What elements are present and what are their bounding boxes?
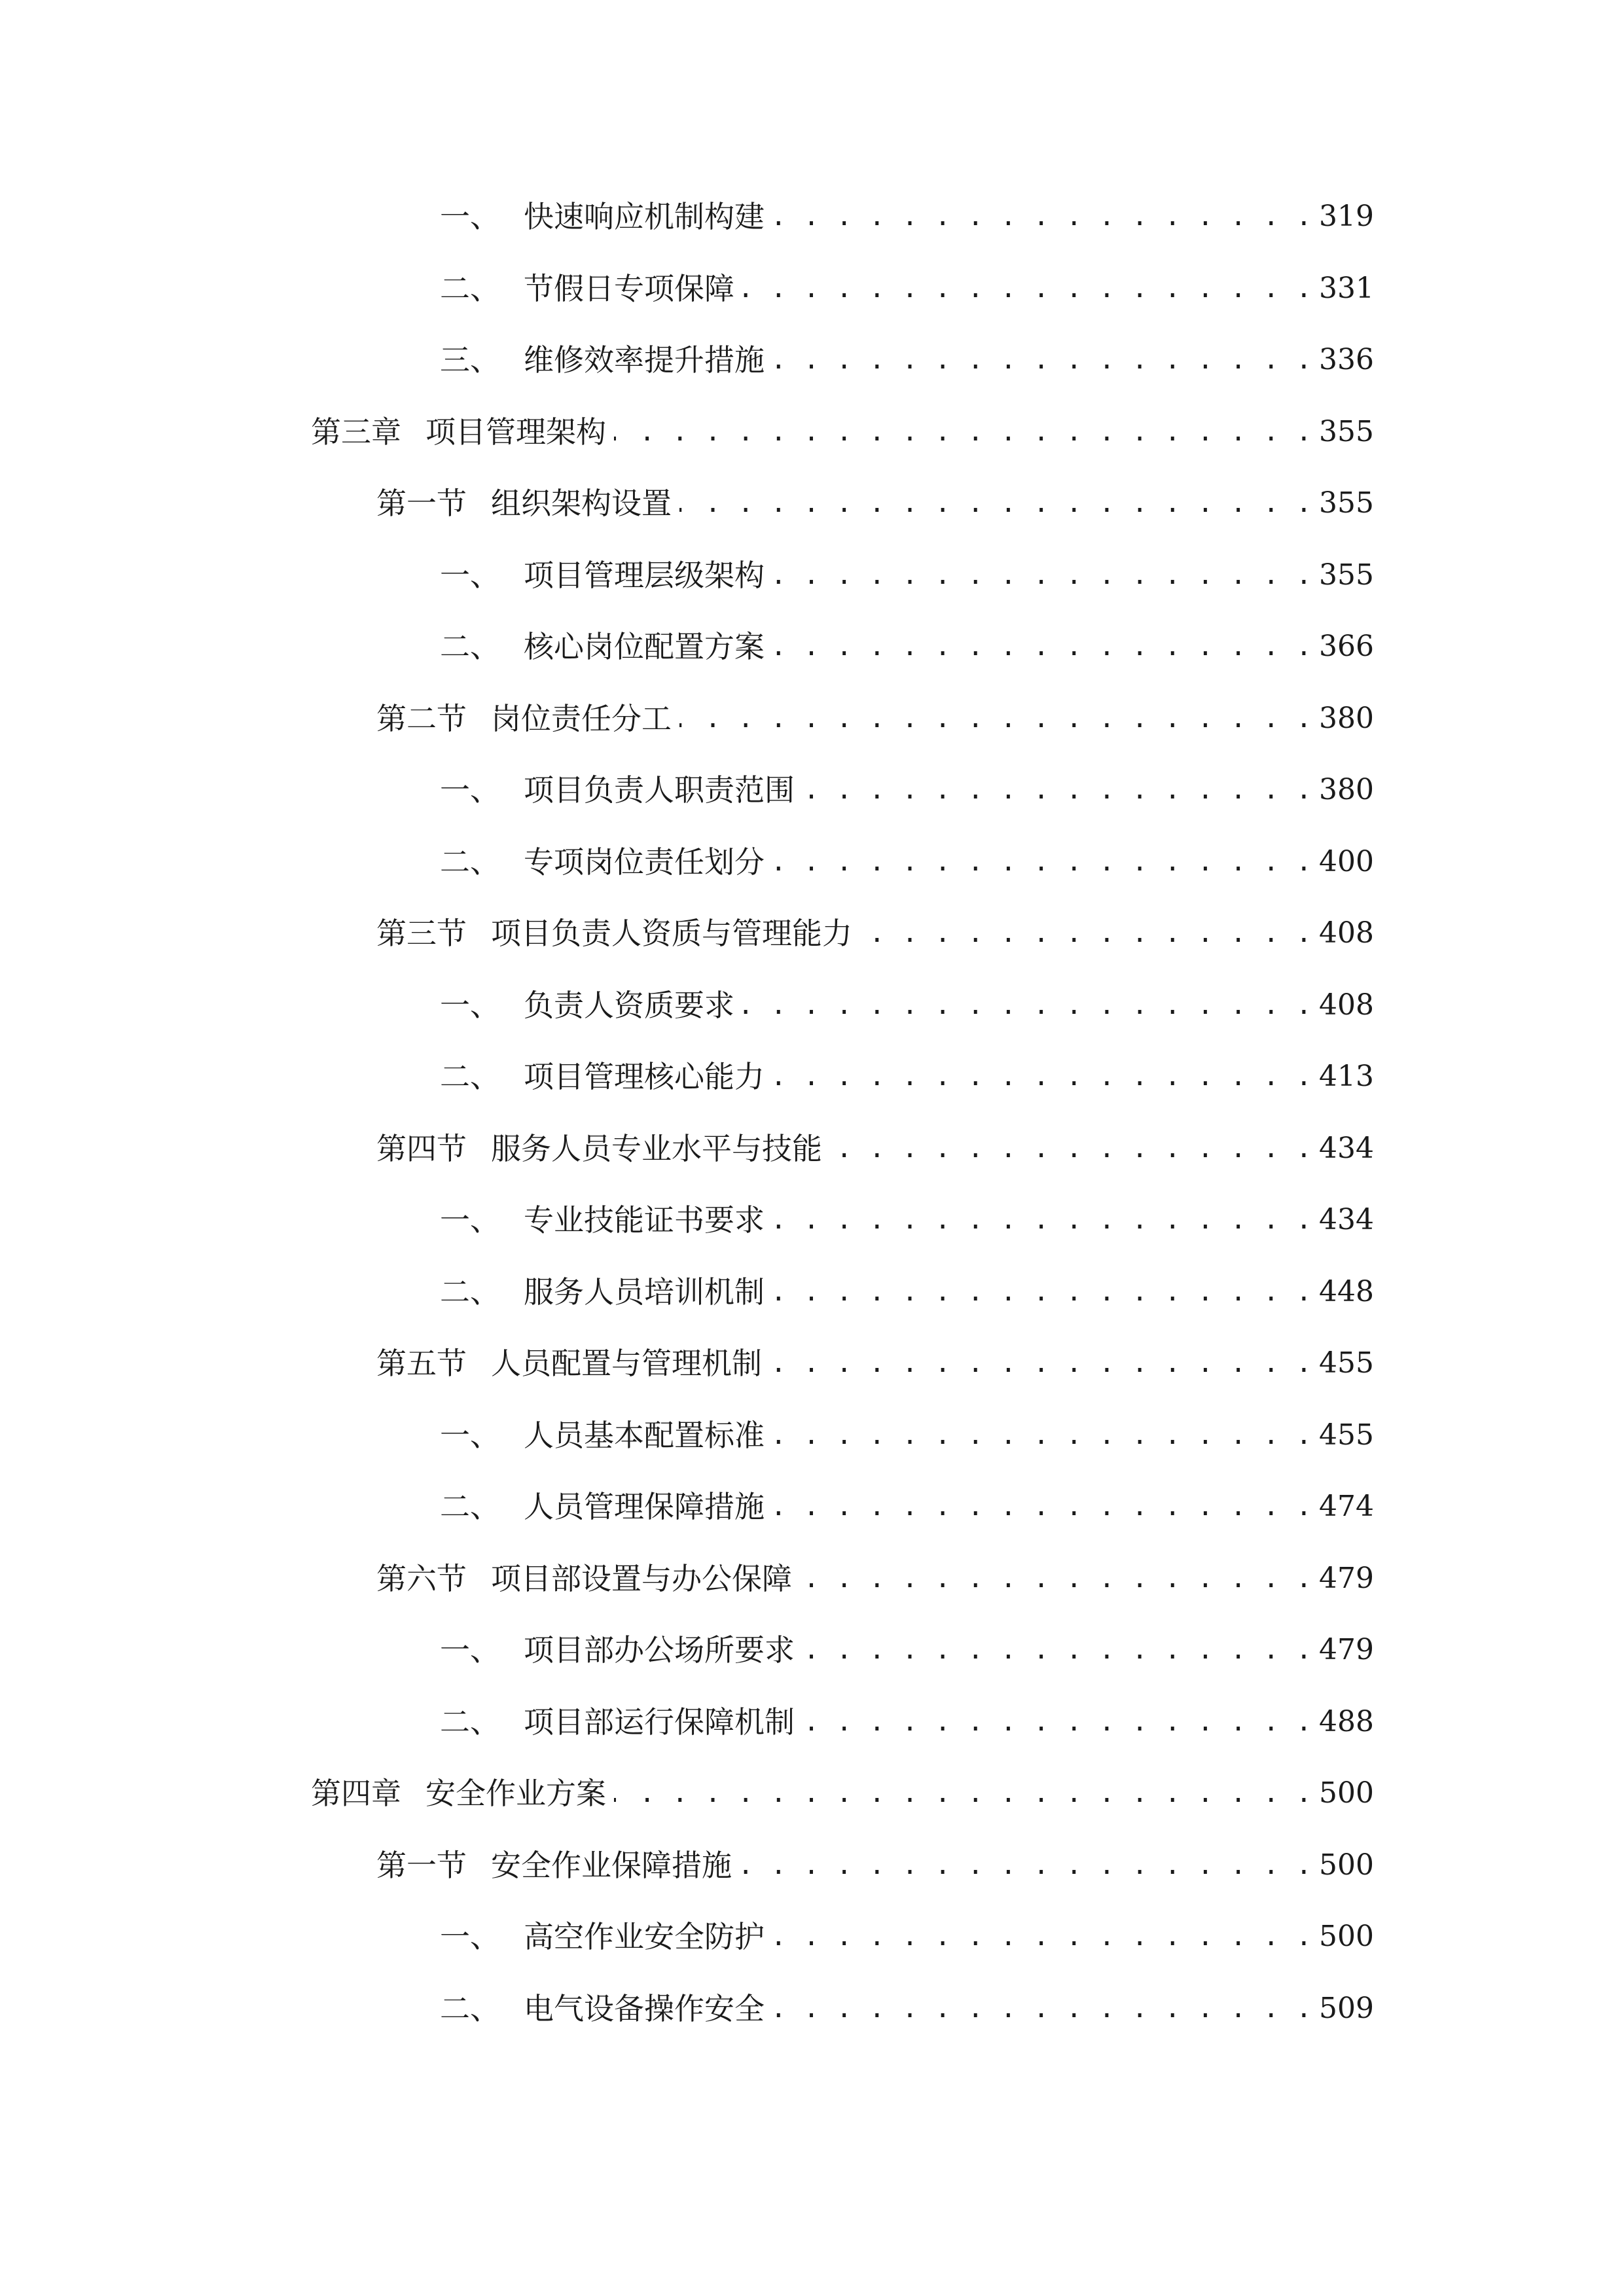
- toc-dot-leader: [679, 692, 1312, 745]
- toc-entry-title: 岗位责任分工: [491, 701, 672, 736]
- toc-entry[interactable]: [376, 1839, 1374, 1892]
- toc-entry-title: 服务人员专业水平与技能: [491, 1131, 822, 1166]
- toc-entry-title: 维修效率提升措施: [524, 342, 765, 378]
- toc-entry-title: 专项岗位责任划分: [524, 844, 765, 880]
- toc-dot-leader: [614, 406, 1312, 458]
- toc-entry-number: 第一节: [376, 1848, 467, 1883]
- toc-entry[interactable]: [440, 549, 1374, 601]
- toc-entry[interactable]: [440, 1624, 1374, 1676]
- toc-entry-number: 二、: [440, 1489, 500, 1524]
- toc-entry-page-number: 455: [1319, 1418, 1374, 1452]
- toc-entry-number: 二、: [440, 629, 500, 664]
- toc-entry[interactable]: [376, 907, 1374, 960]
- toc-dot-leader: [772, 1050, 1312, 1103]
- toc-dot-leader: [860, 907, 1312, 960]
- toc-dot-leader: [772, 190, 1312, 243]
- toc-entry-number: 一、: [440, 1919, 500, 1954]
- toc-entry-number: 第四章: [311, 1776, 401, 1811]
- toc-entry-number: 第三节: [376, 916, 467, 951]
- toc-entry-title: 快速响应机制构建: [524, 199, 765, 234]
- toc-entry-number: 第四节: [376, 1131, 467, 1166]
- toc-entry[interactable]: [440, 1050, 1374, 1103]
- toc-entry-page-number: 408: [1319, 916, 1374, 950]
- toc-entry-page-number: 488: [1319, 1705, 1374, 1738]
- toc-dot-leader: [772, 334, 1312, 386]
- toc-entry-number: 二、: [440, 271, 500, 306]
- toc-entry[interactable]: [376, 1337, 1374, 1390]
- toc-entry-title: 组织架构设置: [491, 486, 672, 521]
- toc-entry[interactable]: [440, 620, 1374, 673]
- toc-dot-leader: [740, 1839, 1312, 1892]
- toc-entry[interactable]: [440, 1480, 1374, 1533]
- toc-entry-number: 二、: [440, 1704, 500, 1740]
- toc-entry-number: 二、: [440, 844, 500, 880]
- toc-entry-page-number: 408: [1319, 988, 1374, 1022]
- toc-entry[interactable]: [440, 836, 1374, 888]
- toc-dot-leader: [772, 836, 1312, 888]
- toc-entry[interactable]: [440, 764, 1374, 816]
- toc-entry-title: 人员管理保障措施: [524, 1489, 765, 1524]
- toc-entry-title: 项目管理核心能力: [524, 1059, 765, 1094]
- toc-entry[interactable]: [440, 1409, 1374, 1462]
- toc-entry-number: 一、: [440, 558, 500, 593]
- toc-dot-leader: [772, 549, 1312, 601]
- toc-dot-leader: [742, 979, 1312, 1031]
- toc-entry-title: 人员配置与管理机制: [491, 1346, 762, 1381]
- toc-entry-title: 项目部设置与办公保障: [491, 1561, 792, 1596]
- toc-entry-title: 高空作业安全防护: [524, 1919, 765, 1954]
- toc-dot-leader: [830, 1122, 1312, 1175]
- toc-entry-title: 项目管理层级架构: [524, 558, 765, 593]
- toc-entry-number: 第六节: [376, 1561, 467, 1596]
- toc-entry-number: 一、: [440, 988, 500, 1023]
- toc-entry-number: 一、: [440, 1418, 500, 1453]
- toc-entry-title: 负责人资质要求: [524, 988, 734, 1023]
- toc-entry-number: 第五节: [376, 1346, 467, 1381]
- toc-entry-title: 专业技能证书要求: [524, 1202, 765, 1238]
- toc-entry[interactable]: [376, 477, 1374, 529]
- toc-entry-page-number: 355: [1319, 486, 1374, 520]
- toc-dot-leader: [772, 1982, 1312, 2035]
- toc-entry[interactable]: [440, 1982, 1374, 2035]
- toc-entry-number: 一、: [440, 772, 500, 808]
- toc-entry-number: 二、: [440, 1274, 500, 1310]
- toc-entry[interactable]: [311, 406, 1374, 458]
- toc-entry-page-number: 479: [1319, 1633, 1374, 1666]
- toc-entry-number: 第二节: [376, 701, 467, 736]
- toc-dot-leader: [803, 1624, 1312, 1676]
- toc-dot-leader: [800, 1552, 1312, 1605]
- toc-entry-page-number: 474: [1319, 1490, 1374, 1523]
- toc-dot-leader: [803, 1696, 1312, 1748]
- toc-entry-page-number: 434: [1319, 1132, 1374, 1165]
- toc-entry-title: 项目部办公场所要求: [524, 1632, 795, 1668]
- toc-entry-page-number: 448: [1319, 1275, 1374, 1308]
- toc-entry[interactable]: [440, 262, 1374, 315]
- toc-entry-title: 电气设备操作安全: [524, 1991, 765, 2026]
- toc-entry-number: 一、: [440, 1632, 500, 1668]
- toc-entry[interactable]: [376, 1552, 1374, 1605]
- toc-entry-page-number: 500: [1319, 1848, 1374, 1882]
- toc-entry-page-number: 331: [1319, 272, 1374, 305]
- toc-dot-leader: [772, 1266, 1312, 1318]
- toc-dot-leader: [679, 477, 1312, 529]
- toc-entry-page-number: 355: [1319, 558, 1374, 592]
- toc-dot-leader: [742, 262, 1312, 315]
- toc-dot-leader: [772, 620, 1312, 673]
- toc-entry-page-number: 500: [1319, 1920, 1374, 1953]
- toc-entry[interactable]: [440, 979, 1374, 1031]
- toc-dot-leader: [772, 1480, 1312, 1533]
- toc-entry-page-number: 319: [1319, 200, 1374, 233]
- toc-entry[interactable]: [440, 1910, 1374, 1963]
- toc-entry-title: 项目负责人职责范围: [524, 772, 795, 808]
- toc-dot-leader: [772, 1194, 1312, 1246]
- toc-entry-number: 第一节: [376, 486, 467, 521]
- toc-entry-title: 项目部运行保障机制: [524, 1704, 795, 1740]
- toc-entry-number: 二、: [440, 1059, 500, 1094]
- toc-dot-leader: [772, 1910, 1312, 1963]
- toc-entry-title: 核心岗位配置方案: [524, 629, 765, 664]
- toc-entry-number: 一、: [440, 1202, 500, 1238]
- toc-entry[interactable]: [376, 692, 1374, 745]
- toc-entry[interactable]: [311, 1767, 1374, 1820]
- toc-dot-leader: [614, 1767, 1312, 1820]
- toc-entry-page-number: 366: [1319, 630, 1374, 663]
- toc-dot-leader: [770, 1337, 1312, 1390]
- toc-entry[interactable]: [440, 1696, 1374, 1748]
- toc-entry-page-number: 479: [1319, 1562, 1374, 1595]
- toc-entry[interactable]: [376, 1122, 1374, 1175]
- toc-entry[interactable]: [440, 190, 1374, 243]
- toc-entry-title: 安全作业方案: [425, 1776, 606, 1811]
- toc-entry-title: 项目管理架构: [425, 414, 606, 450]
- toc-entry-page-number: 500: [1319, 1776, 1374, 1810]
- toc-entry-page-number: 380: [1319, 702, 1374, 735]
- toc-dot-leader: [803, 764, 1312, 816]
- toc-entry-number: 三、: [440, 342, 500, 378]
- toc-entry-page-number: 455: [1319, 1346, 1374, 1380]
- toc-entry-title: 项目负责人资质与管理能力: [491, 916, 852, 951]
- toc-entry[interactable]: [440, 334, 1374, 386]
- toc-entry-page-number: 434: [1319, 1203, 1374, 1236]
- toc-entry-number: 二、: [440, 1991, 500, 2026]
- toc-entry-title: 安全作业保障措施: [491, 1848, 732, 1883]
- toc-entry-title: 节假日专项保障: [524, 271, 734, 306]
- toc-entry-page-number: 509: [1319, 1992, 1374, 2025]
- toc-entry[interactable]: [440, 1194, 1374, 1246]
- toc-entry-page-number: 355: [1319, 415, 1374, 448]
- toc-entry-title: 服务人员培训机制: [524, 1274, 765, 1310]
- toc-entry[interactable]: [440, 1266, 1374, 1318]
- toc-entry-number: 第三章: [311, 414, 401, 450]
- toc-entry-page-number: 380: [1319, 773, 1374, 806]
- toc-entry-number: 一、: [440, 199, 500, 234]
- toc-entry-title: 人员基本配置标准: [524, 1418, 765, 1453]
- toc-entry-page-number: 336: [1319, 343, 1374, 376]
- toc-entry-page-number: 400: [1319, 845, 1374, 878]
- toc-entry-page-number: 413: [1319, 1060, 1374, 1093]
- toc-dot-leader: [772, 1409, 1312, 1462]
